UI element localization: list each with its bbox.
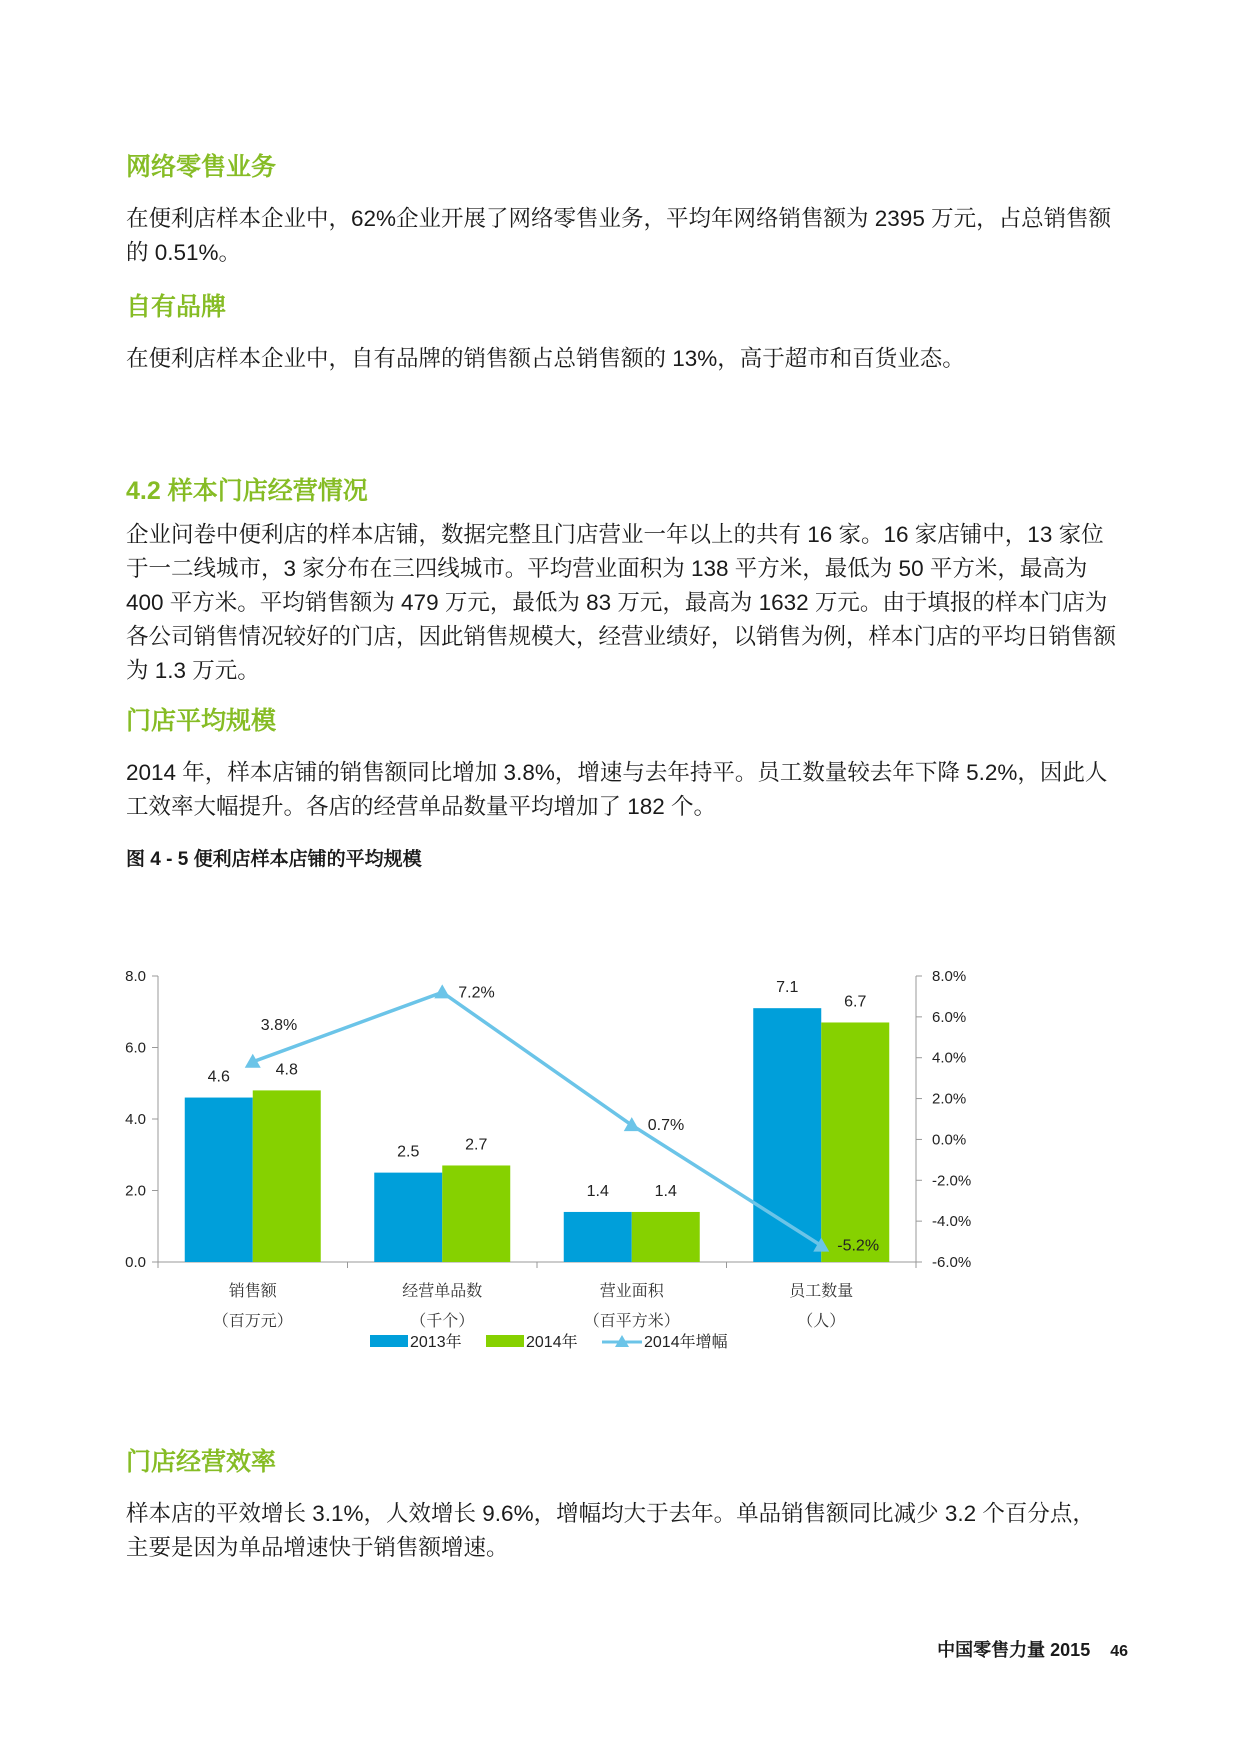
para-store-scale: 2014 年，样本店铺的销售额同比增加 3.8%，增速与去年持平。员工数量较去年下降 5.2%，因此人工效率大幅提升。各店的经营单品数量平均增加了 182 个。 [126, 760, 1108, 819]
legend-label: 2013年 [410, 1334, 462, 1351]
para-online-retail: 在便利店样本企业中，62%企业开展了网络零售业务，平均年网络销售额为 2395 万元，占总销售额的 0.51%。 [126, 206, 1112, 265]
heading-store-scale: 门店平均规模 [126, 707, 277, 735]
x-category-label: 经营单品数 [402, 1283, 483, 1300]
bar-value-label: 6.7 [844, 993, 867, 1011]
bar-2013-0 [185, 1098, 253, 1262]
x-category-unit: （百平方米） [583, 1313, 680, 1330]
publication-title: 中国零售力量 2015 [937, 1640, 1091, 1660]
bar-value-label: 2.5 [397, 1143, 420, 1161]
y-tick-label-right: -4.0% [932, 1213, 972, 1231]
legend-swatch-2014 [486, 1335, 524, 1347]
growth-value-label: 7.2% [458, 984, 495, 1002]
bar-2013-1 [374, 1173, 442, 1262]
chart-container [110, 960, 1110, 1410]
para-store-efficiency: 样本店的平效增长 3.1%，人效增长 9.6%，增幅均大于去年。单品销售额同比减少 3.2 个百分点，主要是因为单品增速快于销售额增速。 [126, 1501, 1095, 1560]
bar-2014-1 [442, 1165, 510, 1262]
page-content-bottom [126, 1445, 1116, 1565]
x-category-unit: （人） [797, 1313, 846, 1330]
heading-section-4-2: 4.2 样本门店经营情况 [126, 477, 368, 505]
legend-label: 2014年增幅 [644, 1334, 728, 1351]
x-category-unit: （千个） [410, 1313, 475, 1330]
x-category-label: 销售额 [228, 1283, 277, 1300]
x-category-unit: （百万元） [212, 1313, 293, 1330]
page-content [126, 150, 1116, 871]
y-tick-label-right: 0.0% [932, 1131, 967, 1149]
bar-line-chart [110, 960, 1110, 1410]
y-tick-label-right: -2.0% [932, 1172, 972, 1190]
y-tick-label-left: 6.0 [125, 1039, 146, 1057]
heading-store-efficiency: 门店经营效率 [126, 1448, 277, 1476]
growth-marker [434, 984, 450, 998]
bar-2013-2 [564, 1212, 632, 1262]
y-tick-label-right: 6.0% [932, 1008, 967, 1026]
para-private-label: 在便利店样本企业中，自有品牌的销售额占总销售额的 13%，高于超市和百货业态。 [126, 346, 965, 371]
bar-value-label: 2.7 [465, 1136, 488, 1154]
y-tick-label-left: 8.0 [125, 968, 146, 985]
heading-online-retail: 网络零售业务 [126, 153, 277, 181]
x-category-label: 员工数量 [789, 1283, 854, 1300]
y-tick-label-left: 4.0 [125, 1111, 146, 1128]
bar-value-label: 4.6 [207, 1068, 230, 1086]
x-category-label: 营业面积 [599, 1283, 664, 1300]
legend-label: 2014年 [526, 1334, 578, 1351]
growth-value-label: 0.7% [647, 1117, 685, 1135]
bar-value-label: 4.8 [275, 1061, 298, 1079]
bar-value-label: 1.4 [586, 1182, 609, 1200]
growth-line [253, 992, 822, 1245]
page-footer [937, 1636, 1128, 1662]
bar-value-label: 7.1 [776, 979, 799, 997]
legend-swatch-2013 [370, 1335, 408, 1347]
y-tick-label-left: 0.0 [125, 1254, 146, 1271]
y-tick-label-right: 2.0% [932, 1090, 967, 1108]
figure-title: 图 4 - 5 便利店样本店铺的平均规模 [126, 849, 422, 870]
para-section-4-2: 企业问卷中便利店的样本店铺，数据完整且门店营业一年以上的共有 16 家。16 家店铺中，13 家位于一二线城市，3 家分布在三四线城市。平均营业面积为 138 平方米，最低为 50 平方米，最高为 400 平方米。平均销售额为 479 万元，最低为 83 万元，最高为 1632 万元。由于填报的样本门店为各公司销售情况较好的门店，因此销售规模大，经营业绩好，以销售为例，样本门店的平均日销售额为 1.3 万元。 [126, 522, 1117, 683]
y-tick-label-left: 2.0 [125, 1182, 146, 1200]
bar-2014-3 [821, 1022, 889, 1262]
heading-private-label: 自有品牌 [126, 293, 227, 321]
page-number: 46 [1110, 1643, 1128, 1660]
bar-2014-0 [253, 1090, 321, 1262]
y-tick-label-right: -6.0% [932, 1254, 972, 1271]
y-tick-label-right: 4.0% [932, 1049, 967, 1067]
bar-2014-2 [632, 1212, 700, 1262]
growth-value-label: -5.2% [837, 1237, 880, 1255]
bar-value-label: 1.4 [654, 1182, 677, 1200]
y-tick-label-right: 8.0% [932, 968, 967, 985]
growth-value-label: 3.8% [260, 1016, 298, 1034]
